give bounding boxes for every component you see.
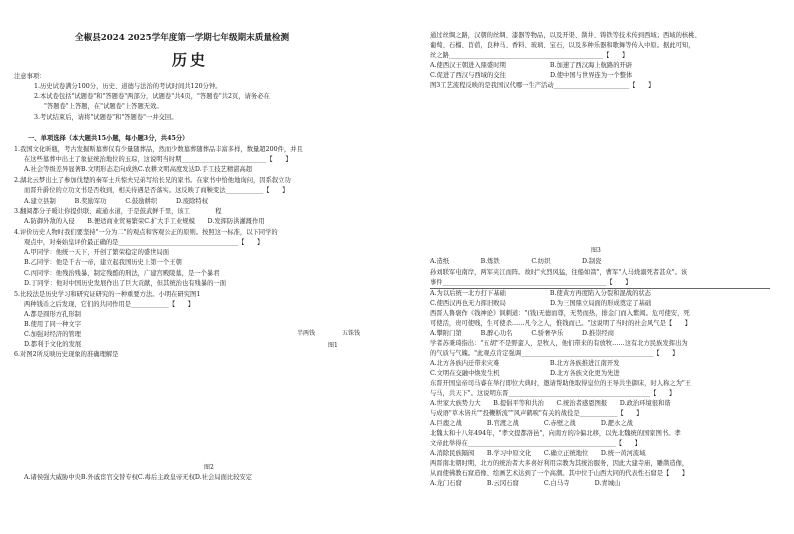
option-line: A.消除民族隔阂 B.学习中原文化 C.确立正统地位 D.统一黄河流域 [430, 450, 646, 457]
option-line: A.世家大族势力大 B.提倡平等和共治 C.统治者感恩图报 D.政治环境很和谐 [430, 400, 671, 407]
option-line: A.攀附门第 B.醉心功名 C.骄奢孕乐 D.推崇经商 [430, 330, 615, 337]
option-line: D.丁同学：他对中国历史发展作出了巨大贡献，但其统治也有残暴的一面 [24, 280, 227, 287]
question-line: 而晋升爵位的立功文书是否收到，相关待遇是否落实。这反映了商鞅变法____________【 】 [24, 187, 289, 194]
question-line: 西晋人鲁褒作《钱神论》讽刺道："(钱)无德而尊，无势而热，排金门而入紫闼。危可使安，死 [430, 310, 690, 317]
option-line: B.乙同学：他是千古一帝，建立起我国历史上第一个王朝 [24, 259, 182, 266]
question-line: 的气质与气魄。"此观点肯定强调__________________________________________【 】 [430, 350, 679, 357]
left-column [0, 0, 390, 534]
notice-line: 1.历史试卷满分100分，历史、道德与法治的考试时间共120分钟。 [34, 83, 222, 90]
figure-2-caption: 图2 [204, 464, 214, 471]
question-line: 文帝此举得在_______________________________________________【 】 [430, 440, 641, 447]
subject-title: 历史 [172, 51, 209, 69]
notice-line: "答题卷"上答题，在"试题卷"上答题无效。 [44, 103, 163, 110]
option-line: A.造纸 B.炼铁 C.纺织 D.制瓷 [430, 258, 602, 265]
question-line: 两种钱币之后发现，它们的共同作用是____________【 】 [24, 301, 195, 308]
question-line: 与成语"草木皆兵""投鞭断流""风声鹤唳"有关的战役是____________【 】 [430, 410, 643, 417]
notice-line: 3.考试结束后，请将"试题卷"和"答题卷"一并交回。 [34, 114, 178, 121]
question-line: 图3工艺流程反映的是我国汉代哪一生产活动________________________【 】 [430, 82, 655, 89]
question-line: 丝之路_________________________________________________【 】 [430, 52, 629, 59]
question-line: 5.比较法是历史学习和研究证研究的一种重要方法。小明在研究图1 [14, 291, 201, 298]
question-line: 1.我国文化昕瓶，考古发掘斯墓葬仅有少量随葬品，然而少数墓葬随葬品丰富多样，数量超200件，并且 [14, 146, 303, 153]
question-line: 2.湖北云梦出土了参加伐楚的秦军士兵惊夫兄弟写给长兄的家书。在家书中恰他地询问，因系叙立功 [14, 177, 291, 184]
question-line: 学者苏秉琦指出："五胡"不是野蛮人，是牧人，他们带来的有放牧……这有北方民族发挥出为 [430, 340, 688, 347]
question-line: 事件____________________________________________________【 】 [430, 279, 632, 286]
option-line: C.文明在交融中焕发生机 D.北方各族文化更为先进 [430, 370, 620, 377]
section-heading: 一、单项选择（本大题共15小题，每小题3分，共45分） [28, 135, 189, 142]
option-line: A.都是圆形方孔形制 [24, 311, 81, 318]
notice-heading: 注意事项： [14, 73, 46, 80]
question-line: 孙刘联军电南岸，两军夹江而阵。故时"火烈风猛，往船如箭"，曹军"人马烧溺死者甚众"。该 [430, 269, 688, 276]
option-line: C.加强对经济的管理 [24, 331, 81, 338]
exam-title: 全椒县2024 2025学年度第一学期七年级期末质量检测 [75, 33, 290, 43]
option-line: A.使西汉王朝进入鼎盛时期 B.加速了西汉海上航路的开辟 [430, 62, 633, 69]
question-line: 北魏太和十八年494年，"孝文提都洛邑"，向南方的冷偏北移，以先北魏统的国家图书。孝 [430, 430, 681, 437]
option-line: A.防御外敌的入侵 B.便适商业贸易繁荣C.扩大手工业规模 D.发挥防洪灌溉作用 [24, 218, 265, 225]
question-line: 从而使佛教石窟造像、绘画艺术达到了一个高潮。其中位于山西大同的代表性石窟是【 】 [430, 470, 689, 477]
figure-1-label-banliang: 半两钱 [297, 330, 316, 337]
option-line: C.使西汉再也无力挥旧败局 D.为三国鼎立局面的形成奠定了基础 [430, 300, 652, 307]
question-line: 可使活，贵可使贱，生可使杀……凡今之人，惟钱而已。"这说明了当时的社会风气是【 】 [430, 320, 692, 327]
option-line: A.龙门石窟 B.云冈石窟 C.白马寺 D.青城山 [430, 480, 621, 487]
option-line: A.建立县制 B.奖励军功 C.鼓励耕织 D.废除特权 [24, 198, 209, 205]
option-line: A.为以后统一北方打下基础 B.使黄方再度陷入分裂和混战的状态 [430, 290, 651, 297]
notice-line: 2.本试卷包括"试题卷"和"答题卷"两部分，试题卷"共4页，"答题卷"共2页，请务必在 [34, 93, 270, 100]
figure-1-caption: 图1 [328, 342, 338, 349]
option-line: C.促进了西汉与西域的交往 D.使中国与世界连为一个整体 [430, 72, 633, 79]
question-line: 6.对图2所反映历史现象的准确理解是 [14, 351, 119, 358]
question-line: 3.翻阅都分子暖让你提供联、疏通水道，于是鼓武鲜千里，该工 程 [14, 208, 222, 215]
question-line: 葡萄、石榴、苜蓿，良种马、香料、玻璃、宝石，以及多种乐器和歌舞等传入中原。据此可知， [430, 42, 695, 49]
question-line: 两晋南北朝时期，北方的统治者大多喜好利用宗教为其统治服务，因此大建寺庙，雕凿造像， [430, 460, 689, 467]
question-line: 东晋开国皇帝司马睿在举行即位大典时，邀请帮助他取得皇位的王导共坐御床，时人称之为"王 [430, 380, 692, 387]
option-line: A.诸侯强大威胁中央B.外戚宦官交替专权C.毒后主政皇帝无权D.社会局面比较安定 [24, 474, 253, 481]
question-line: 4.评价历史人物时我们要坚持"一分为二"的观点和客观公正的原则。按照这一标准，以下同学的 [14, 229, 278, 236]
question-line: 在这些墓葬中出土了象征统治地位的玉琮，这说明当时期___________________________【 】 [24, 156, 292, 163]
figure-1-label-wuzhu: 五铢钱 [342, 330, 361, 337]
question-line: 与马，共天下"。这说明东晋_____________________________________________【 】 [430, 390, 676, 397]
option-line: A.甲同学：他统一天下，开创了繁荣稳定的盛世局面 [24, 249, 170, 256]
question-line: 观点中，对秦始皇评价最正确的是______________________________________【 】 [24, 239, 264, 246]
right-column [400, 0, 794, 534]
question-line: 通过丝绸之路，汉朝的丝绸、漆器等物品，以及开渠、凿井、铸铁等技术传到西域；西域的核桃、 [430, 32, 701, 39]
option-line: D.都利于文化的发展 [24, 341, 82, 348]
figure-3-caption: 图3 [591, 247, 601, 254]
option-line: C.丙同学：他残治残暴，制定残酷的刑法，广建宫殿陵墓，是一个暴君 [24, 270, 220, 277]
option-line: A.巨鹿之战 B.官渡之战 C.赤壁之战 D.淝水之战 [430, 420, 633, 427]
option-line: A.社会等级差异显著B.文明形态走向成熟C.农耕文明高度发达D.手工技艺精湛高超 [24, 166, 253, 173]
option-line: A.北方各族内迁带来灾难 B.北方各族推进江南开发 [430, 360, 620, 367]
option-line: B.使用了同一种文字 [24, 321, 82, 328]
